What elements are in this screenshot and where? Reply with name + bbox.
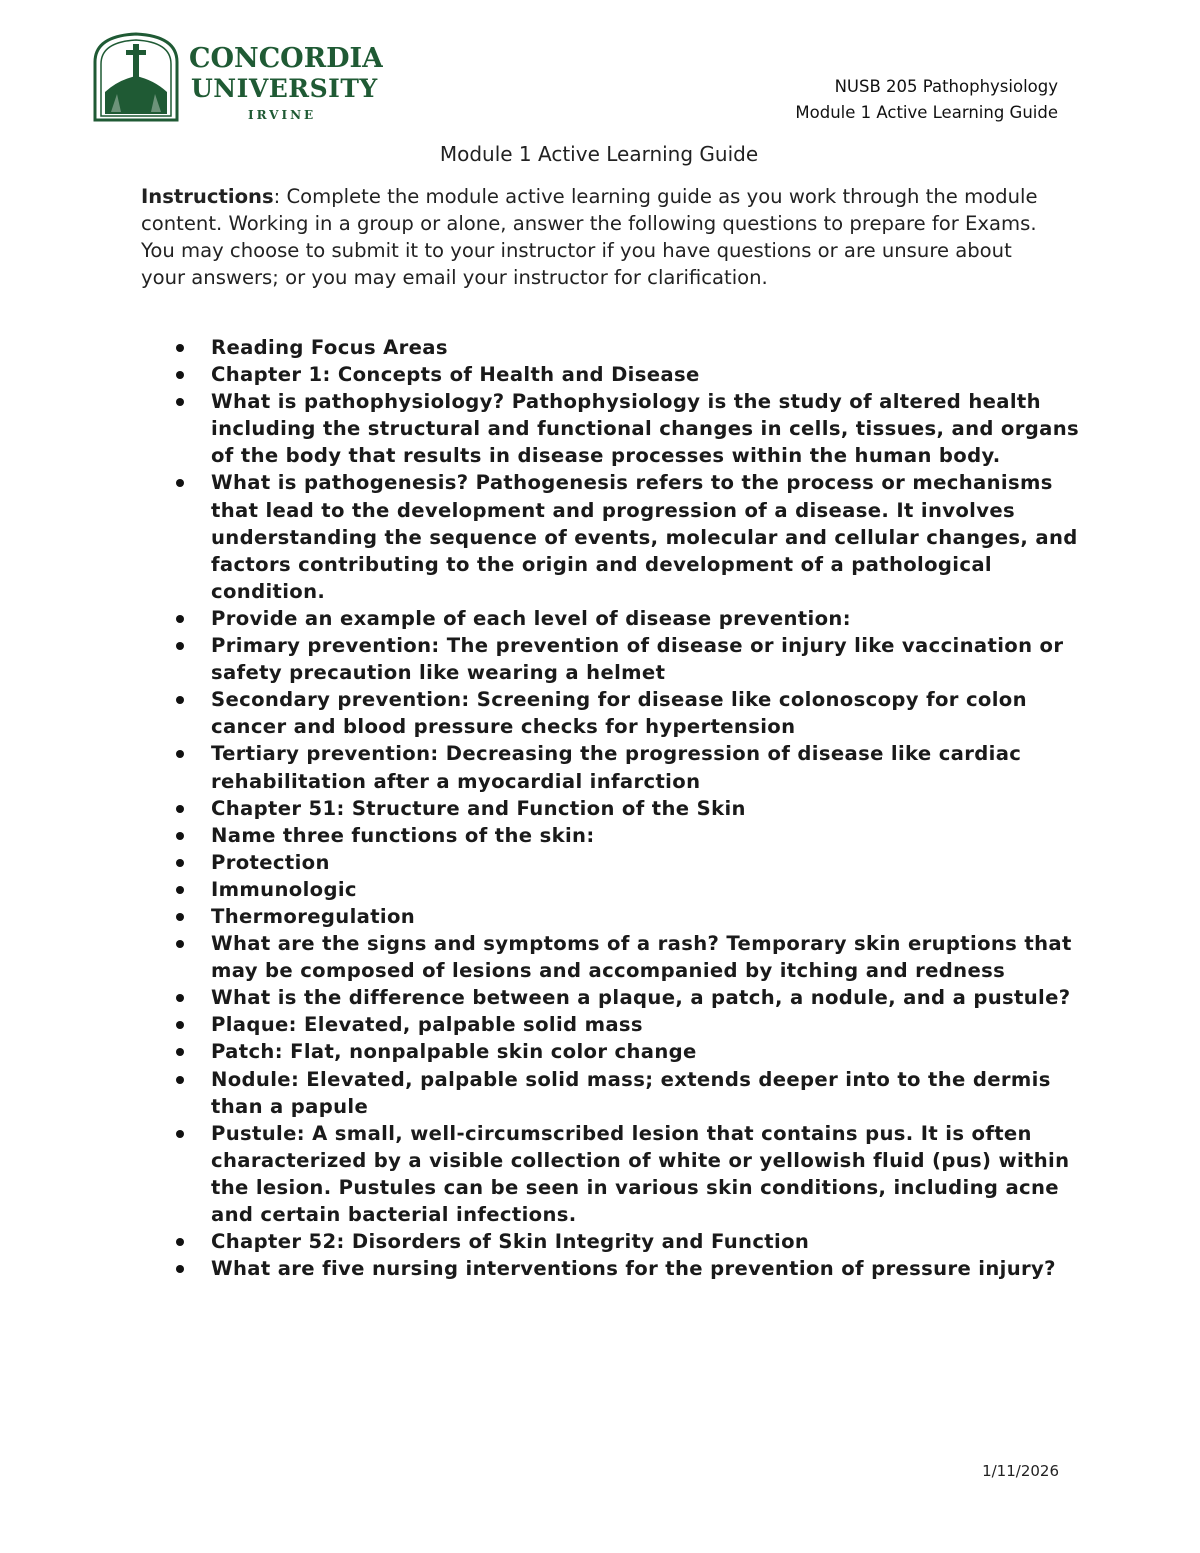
list-item-text: What is pathophysiology? Pathophysiology is the study of altered health including the structural and functional changes in cells, tissues, and organs of the body that results in disease processes within the human body.: [211, 390, 1080, 468]
list-item: [141, 361, 1081, 388]
bullet-icon: [176, 479, 184, 487]
bullet-icon: [176, 1021, 184, 1029]
list-item-text: What is pathogenesis? Pathogenesis refers to the process or mechanisms that lead to the development and progression of a disease. It involves understanding the sequence of events, molecular and cellular changes, and factors contributing to the origin and development of a pathological condition.: [211, 471, 1078, 603]
bullet-icon: [176, 913, 184, 921]
list-item-text: Nodule: Elevated, palpable solid mass; extends deeper into to the dermis than a papule: [211, 1067, 1051, 1118]
list-item: [141, 795, 1081, 822]
list-item-text: What is the difference between a plaque, a patch, a nodule, and a pustule?: [211, 986, 1071, 1010]
instructions-text: : Complete the module active learning guide as you work through the module content. Working in a group or alone, answer the following questions to prepare for Exams. You may choose to submit it to your instructor if you have questions or are unsure about your answers; or you may email your instructor for clarification.: [141, 185, 1038, 289]
list-item: [141, 1066, 1081, 1120]
list-item-text: Tertiary prevention: Decreasing the progression of disease like cardiac rehabilitation after a myocardial infarction: [211, 742, 1022, 793]
list-item: [141, 1011, 1081, 1038]
bullet-icon: [176, 994, 184, 1002]
bullet-icon: [176, 886, 184, 894]
logo-line1: CONCORDIA: [189, 43, 383, 74]
bullet-icon: [176, 859, 184, 867]
bullet-icon: [176, 750, 184, 758]
instructions-lead: Instructions: [141, 185, 274, 208]
list-item-text: Plaque: Elevated, palpable solid mass: [211, 1013, 643, 1037]
logo-line3: IRVINE: [248, 108, 317, 122]
bullet-icon: [176, 832, 184, 840]
list-item: [141, 876, 1081, 903]
bullet-icon: [176, 344, 184, 352]
list-item-text: Immunologic: [211, 877, 357, 901]
list-item: [141, 1120, 1081, 1228]
bullet-icon: [176, 940, 184, 948]
bullet-icon: [176, 1076, 184, 1084]
list-item-text: Primary prevention: The prevention of disease or injury like vaccination or safety precaution like wearing a helmet: [211, 634, 1064, 685]
list-item-text: Thermoregulation: [211, 904, 416, 928]
list-item-text: Chapter 51: Structure and Function of the Skin: [211, 796, 746, 820]
bullet-icon: [176, 398, 184, 406]
bullet-icon: [176, 1130, 184, 1138]
list-item-text: What are the signs and symptoms of a rash? Temporary skin eruptions that may be composed of lesions and accompanied by itching and redness: [211, 932, 1072, 983]
bullet-icon: [176, 371, 184, 379]
list-item: [141, 984, 1081, 1011]
list-item: [141, 903, 1081, 930]
list-item: [141, 632, 1081, 686]
bullet-icon: [176, 642, 184, 650]
bullet-icon: [176, 1265, 184, 1273]
bullet-icon: [176, 1238, 184, 1246]
bullet-list: [141, 334, 1081, 1282]
logo-line2: UNIVERSITY: [191, 74, 378, 103]
list-item-text: Secondary prevention: Screening for disease like colonoscopy for colon cancer and blood pressure checks for hypertension: [211, 688, 1027, 739]
list-item: [141, 740, 1081, 794]
guide-name: Module 1 Active Learning Guide: [795, 103, 1058, 122]
list-item-text: Name three functions of the skin:: [211, 823, 595, 847]
course-name: NUSB 205 Pathophysiology: [834, 77, 1058, 96]
list-item-text: Provide an example of each level of disease prevention:: [211, 606, 851, 630]
list-item-text: What are five nursing interventions for the prevention of pressure injury?: [211, 1257, 1056, 1281]
footer-date: 1/11/2026: [982, 1462, 1059, 1480]
list-item: [141, 334, 1081, 361]
list-item: [141, 822, 1081, 849]
list-item: [141, 686, 1081, 740]
instructions-paragraph: [141, 183, 1061, 291]
bullet-icon: [176, 615, 184, 623]
list-item: [141, 1255, 1081, 1282]
list-item-text: Reading Focus Areas: [211, 336, 448, 359]
page-header: [795, 74, 1058, 126]
document-title: Module 1 Active Learning Guide: [439, 142, 759, 166]
list-item-text: Protection: [211, 850, 330, 874]
list-item-text: Pustule: A small, well-circumscribed lesion that contains pus. It is often characterized by a visible collection of white or yellowish fluid (pus) within the lesion. Pustules can be seen in various skin conditions, including acne and certain bacterial infections.: [211, 1121, 1070, 1226]
list-item: [141, 849, 1081, 876]
list-item: [141, 388, 1081, 469]
list-item: [141, 930, 1081, 984]
list-item: [141, 1228, 1081, 1255]
bullet-icon: [176, 805, 184, 813]
list-item: [141, 1038, 1081, 1065]
concordia-logo-icon: [93, 32, 383, 124]
bullet-icon: [176, 1048, 184, 1056]
list-item: [141, 605, 1081, 632]
university-logo: [93, 32, 383, 124]
list-item-text: Chapter 1: Concepts of Health and Disease: [211, 363, 700, 387]
list-item-text: Patch: Flat, nonpalpable skin color change: [211, 1040, 697, 1064]
bullet-icon: [176, 696, 184, 704]
list-item: [141, 469, 1081, 604]
list-item-text: Chapter 52: Disorders of Skin Integrity and Function: [211, 1230, 810, 1254]
